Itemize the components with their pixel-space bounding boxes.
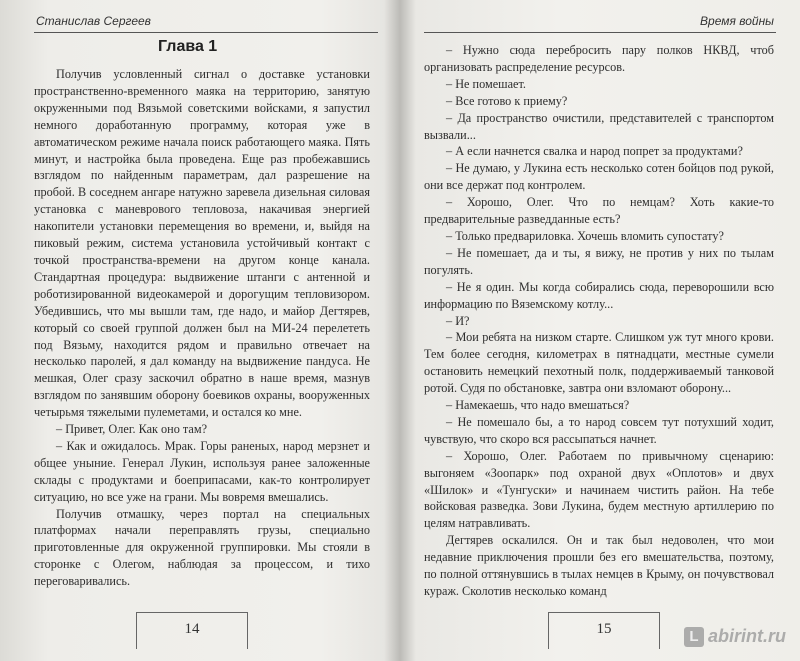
left-running-head: Станислав Сергеев [36, 14, 151, 28]
right-header-rule [424, 32, 776, 33]
paragraph: Получив отмашку, через портал на специальных платформах начали переправлять грузы, специально приготовленные для окруженной группировки. Мы стояли в сторонке с Олегом, наблюдая за процессом, и тихо переговаривались. [34, 506, 370, 589]
paragraph: – И? [446, 313, 470, 328]
chapter-title: Глава 1 [158, 38, 218, 55]
labirint-logo-icon: L [684, 627, 704, 647]
paragraph: – Все готово к приему? [446, 93, 568, 108]
right-page-text [424, 42, 774, 600]
paragraph: – Хорошо, Олег. Работаем по привычному сценарию: выгоняем «Зоопарк» под охраной двух «Оплотов» и двух «Шилок» и «Тунгуски» и начинаем чистить район. На тебе войсковая разведка. Зови Лукина, будем местную артиллерию по целям натравливать. [424, 448, 774, 531]
paragraph: – Не я один. Мы когда собирались сюда, переворошили всю информацию по Вяземскому котлу... [424, 279, 774, 311]
paragraph: – Не помешает. [446, 76, 526, 91]
paragraph: – Хорошо, Олег. Что по немцам? Хоть какие-то предварительные разведданные есть? [424, 195, 774, 227]
paragraph: – Нужно сюда перебросить пару полков НКВД, чтоб организовать распределение ресурсов. [424, 43, 774, 74]
right-page-number-box [548, 612, 660, 649]
paragraph: – Мои ребята на низком старте. Слишком уж тут много крови. Тем более сегодня, километрах в пятнадцати, местные сумели остановить немецкий пехотный полк, поддерживаемый танковой ротой. Судя по обстановке, завтра они взломают оборону... [424, 330, 774, 396]
labirint-watermark [684, 626, 786, 647]
right-running-head: Время войны [700, 14, 774, 28]
left-page-number: 14 [184, 621, 200, 637]
paragraph: – Да пространство очистили, представителей с транспортом вызвали... [424, 110, 774, 142]
paragraph: – Как и ожидалось. Мрак. Горы раненых, народ мерзнет и общее уныние. Генерал Лукин, используя ранее заложенные склады с продуктами и боеприпасами, как-то контролирует ситуацию, но все уже на грани. Мы вовремя вмешались. [34, 438, 370, 504]
paragraph: – Не думаю, у Лукина есть несколько сотен бойцов под рукой, они все держат под контролем. [424, 161, 774, 193]
paragraph: Дегтярев оскалился. Он и так был недоволен, что мои недавние приключения прошли без его вмешательства, поэтому, по полной оттянувшись в тылах немцев в Крыму, он почувствовал кураж. Сколотив несколько команд [424, 533, 774, 598]
right-page [402, 0, 800, 661]
paragraph: – Намекаешь, что надо вмешаться? [446, 398, 630, 413]
left-page-number-box [136, 612, 248, 649]
paragraph: – А если начнется свалка и народ попрет за продуктами? [446, 144, 743, 159]
paragraph: – Не помешает, да и ты, я вижу, не против у них по тылам погулять. [424, 245, 774, 277]
left-header-rule [34, 32, 378, 33]
paragraph: – Только предвариловка. Хочешь вломить супостату? [446, 228, 724, 243]
right-page-number: 15 [596, 621, 612, 637]
paragraph: – Привет, Олег. Как оно там? [56, 422, 208, 437]
paragraph: – Не помешало бы, а то народ совсем тут потухший ходит, чувствую, что скоро вся рассыпаться начнет. [424, 414, 774, 446]
paragraph: Получив условленный сигнал о доставке установки пространственно-временного маяка на территорию, занятую окруженными под Вязьмой советскими войсками, я запустил немного доработанную программу, которая уже в автоматическом режиме начала поиск работающего маяка. Пять минут, и настройка была проведена. Еще раз пробежавшись взглядом по найденным параметрам, дал разрешение на пробой. В соседнем ангаре натужно заревела дизельная силовая установка с маневрового тепловоза, накачивая энергией накопители установки перемещения во времени, и, выйдя на пиковый режим, система установила устойчивый контакт с точкой пространства-времени на другом конце канала. Стандартная процедура: выдвижение штанги с антенной и роботизированной видеокамерой и дорогущим тепловизором. Убедившись, что мы вышли там, где надо, и майор Дегтярев, который со своей группой должен был на МИ-24 перелететь под Вязьму, находится рядом и правильно отвечает на несколько паролей, я дал команду на выдвижение пандуса. Не мешкая, Олег сразу заскочил обратно в наше время, мазнув взглядом по занявшим оборону боевиков охраны, вооруженных четырьмя тяжелыми пулеметами, и остался ко мне. [34, 67, 370, 420]
watermark-text: abirint.ru [707, 626, 786, 646]
left-page-text [34, 66, 370, 590]
left-page [0, 0, 398, 661]
